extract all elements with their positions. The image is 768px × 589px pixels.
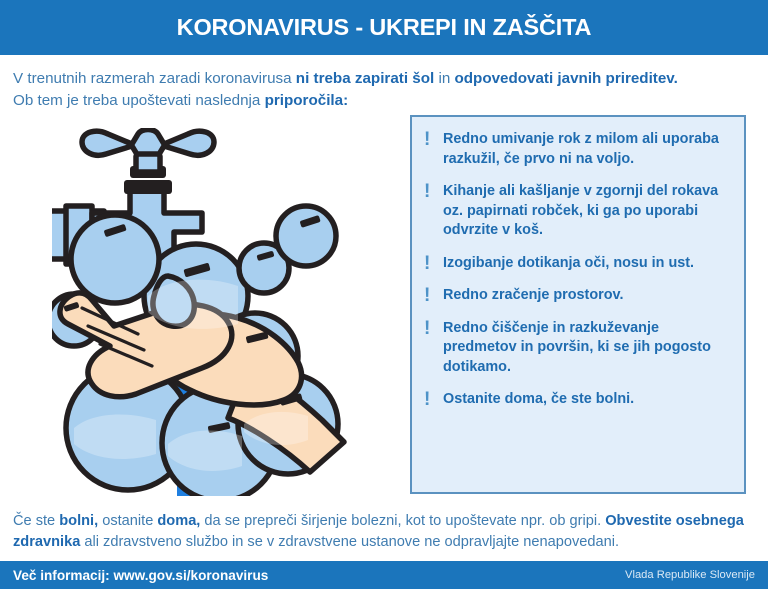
intro-bold-2: odpovedovati javnih prireditev. xyxy=(454,70,678,87)
handwashing-faucet-illustration xyxy=(52,128,402,496)
list-item-label: Redno umivanje rok z milom ali uporaba razkužil, če prvo ni na voljo. xyxy=(443,131,719,167)
list-item xyxy=(424,319,730,378)
intro-text-2: in xyxy=(434,70,455,87)
bottom-text-2: ostanite xyxy=(98,513,158,529)
list-item-label: Kihanje ali kašljanje v zgornji del rokava oz. papirnati robček, ki ga po uporabi odvrzite v koš. xyxy=(443,183,719,238)
footer-bar xyxy=(0,561,768,589)
bottom-bold-2: doma, xyxy=(157,513,201,529)
list-item xyxy=(424,390,730,410)
intro-line-2 xyxy=(13,90,758,112)
recommendations-list xyxy=(412,117,744,410)
bottom-note xyxy=(13,511,761,553)
intro-bold-1: ni treba zapirati šol xyxy=(295,70,435,87)
exclamation-bullet-icon: ! xyxy=(424,252,431,274)
list-item xyxy=(424,286,730,306)
list-item-label: Redno čiščenje in razkuževanje predmetov in površin, ki se jih pogosto dotikamo. xyxy=(443,319,711,375)
intro-line-1 xyxy=(13,68,758,90)
intro-text-3: Ob tem je treba upoštevati naslednja xyxy=(13,91,265,109)
list-item-label: Izogibanje dotikanja oči, nosu in ust. xyxy=(443,254,695,271)
list-item-label: Ostanite doma, če ste bolni. xyxy=(443,391,635,407)
header-bar xyxy=(0,0,768,55)
bottom-bold-1: bolni, xyxy=(59,513,99,529)
exclamation-bullet-icon: ! xyxy=(424,181,431,202)
exclamation-bullet-icon: ! xyxy=(424,389,431,410)
exclamation-bullet-icon: ! xyxy=(424,317,431,339)
list-item-label: Redno zračenje prostorov. xyxy=(443,287,624,303)
bottom-text-1: Če ste xyxy=(13,513,60,529)
list-item xyxy=(424,254,730,274)
bottom-bold-3: Obvestite osebnega zdravnika xyxy=(13,513,744,550)
recommendations-box xyxy=(410,115,746,494)
intro-bold-3: priporočila: xyxy=(264,91,349,109)
footer-organization: Vlada Republike Slovenije xyxy=(625,569,755,581)
exclamation-bullet-icon: ! xyxy=(424,129,431,150)
list-item xyxy=(424,130,730,169)
page-title: KORONAVIRUS - UKREPI IN ZAŠČITA xyxy=(176,14,592,40)
bottom-text-3: da se prepreči širjenje bolezni, kot to upoštevate npr. ob gripi. xyxy=(200,513,606,529)
exclamation-bullet-icon: ! xyxy=(424,285,431,306)
list-item xyxy=(424,182,730,241)
intro-paragraph xyxy=(13,68,758,111)
footer-info-link[interactable]: Več informacij: www.gov.si/koronavirus xyxy=(13,567,269,583)
intro-text-1: V trenutnih razmerah zaradi koronavirusa xyxy=(13,70,296,87)
bottom-text-4: ali zdravstveno službo in se v zdravstvene ustanove ne odpravljajte nenapovedani. xyxy=(80,534,620,550)
